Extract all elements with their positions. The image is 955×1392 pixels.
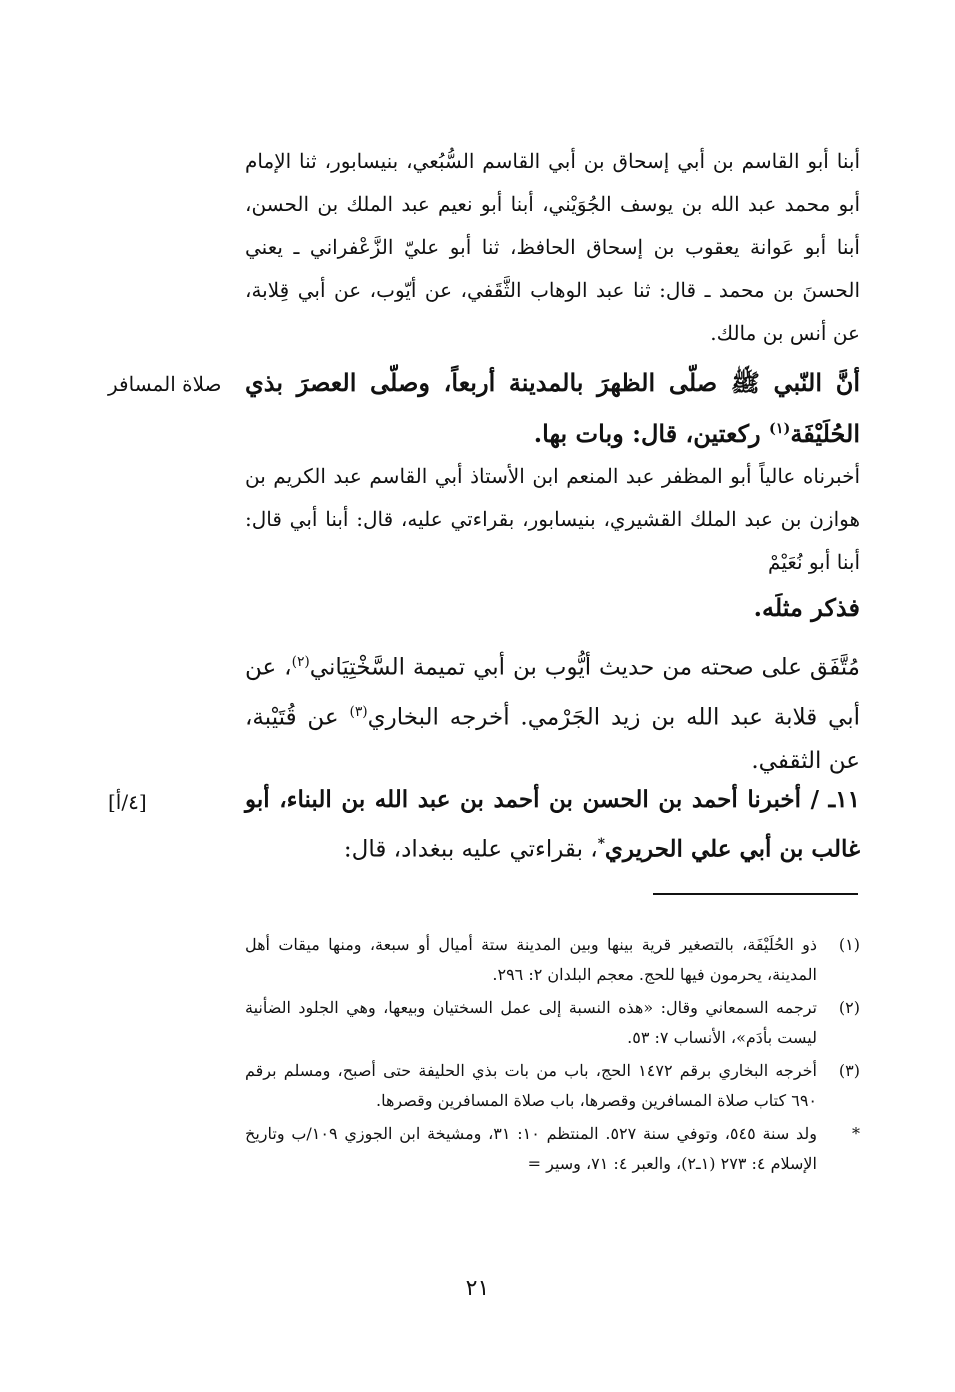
isnad-text: أبنا أبو القاسم بن أبي إسحاق بن أبي القاسم السُّبُعي، بنيسابور، ثنا الإمام أبو محمد عبد الله بن يوسف الجُوَيْني، أبنا أبو نعيم عبد الملك بن الحسن، أبنا أبو عَوانة يعقوب بن إسحاق الحافظ، ثنا أبو عليّ الزَّعْفراني ـ يعني الحسنَ بن محمد ـ قال: ثنا عبد الوهاب الثَّقَفي، عن أيّوب، عن أبي قِلابة، عن أنس بن مالك.	[245, 149, 861, 345]
margin-note-folio: [٤/أ]	[108, 790, 147, 814]
hadith-11-isnad: ١١ـ / أخبرنا أحمد بن الحسن بن أحمد بن عبد الله بن البناء، أبو غالب بن أبي علي الحريري	[245, 786, 860, 863]
footnote-text: أخرجه البخاري برقم ١٤٧٢ الحج، باب من بات بذي الحليفة حتى أصبح، ومسلم برقم ٦٩٠ كتاب صلاة المسافرين وقصرها، باب صلاة المسافرين وقصرها.	[245, 1061, 817, 1110]
page-number: ٢١	[465, 1276, 490, 1301]
chain-text: أخبرناه عالياً أبو المظفر عبد المنعم ابن الأستاذ أبي القاسم عبد الكريم بن هوازن بن عبد الملك القشيري، بنيسابور، بقراءتي عليه، قال: أبنا أبي قال: أبنا أبو نُعَيْمْ	[245, 464, 861, 574]
takhrij-paragraph	[245, 640, 860, 783]
footnote-ref-star: *	[597, 836, 605, 852]
footnote-ref-3: (٣)	[349, 703, 368, 720]
footnote-number: (١)	[838, 935, 860, 954]
footnote-text: ذو الحُلَيْفَة، بالتصغير قرية بينها وبين المدينة ستة أميال أو سبعة، ومنها ميقات أهل المدينة، يحرمون فيها للحج. معجم البلدان ٢: ٢٩٦.	[245, 935, 817, 984]
footnote-ref-2: (٢)	[291, 654, 310, 670]
matn-text: أنَّ النّبي ﷺ صلّى الظهرَ بالمدينة أربعاً، وصلّى العصرَ بذي الحُلَيْفَة	[245, 368, 860, 448]
margin-note-salat: صلاة المسافر	[108, 372, 222, 396]
footnote-number: (٢)	[838, 998, 860, 1017]
footnote-number: *	[852, 1124, 860, 1143]
takhrij-text-c: عن قُتَيْبة، عن الثقفي.	[245, 704, 860, 775]
takhrij-text-b: ، عن أبي قلابة عبد الله بن زيد الجَرْمي. أخرجه البخاري	[245, 654, 860, 731]
footnote-3	[245, 1056, 860, 1116]
footnote-star	[245, 1119, 860, 1179]
footnote-divider	[653, 893, 858, 895]
takhrij-text-a: مُتَّفَق على صحته من حديث أيُّوب بن أبي تميمة السَّخْتِيَاني	[309, 654, 861, 681]
chain-paragraph	[245, 455, 860, 584]
matn-text-end: ركعتين، قال: وبات بها.	[533, 419, 769, 448]
footnote-1	[245, 930, 860, 990]
hadith-matn	[245, 360, 860, 457]
isnad-paragraph	[245, 140, 860, 355]
footnote-text: ولد سنة ٥٤٥، وتوفي سنة ٥٢٧. المنتظم ١٠: ٣١، ومشيخة ابن الجوزي ١٠٩/ب وتاريخ الإسلام ٤: ٢٧٣ (١ـ٢)، والعبر ٤: ٧١، وسير =	[245, 1124, 818, 1173]
footnotes	[245, 930, 860, 1182]
mithlahu-text: فذكر مثلَه.	[753, 593, 860, 622]
hadith-11-heading	[245, 778, 860, 872]
hadith-11-rest: ، بقراءتي عليه ببغداد، قال:	[343, 836, 598, 863]
footnote-2	[245, 993, 860, 1053]
footnote-ref-1: (١)	[768, 420, 791, 437]
footnote-text: ترجمه السمعاني وقال: «هذه النسبة إلى عمل السختيان وبيعها، وهي الجلود الضأنية ليست بأدَم»، الأنساب ٧: ٥٣.	[245, 998, 817, 1047]
footnote-number: (٣)	[838, 1061, 860, 1080]
mithlahu-line	[245, 585, 860, 631]
